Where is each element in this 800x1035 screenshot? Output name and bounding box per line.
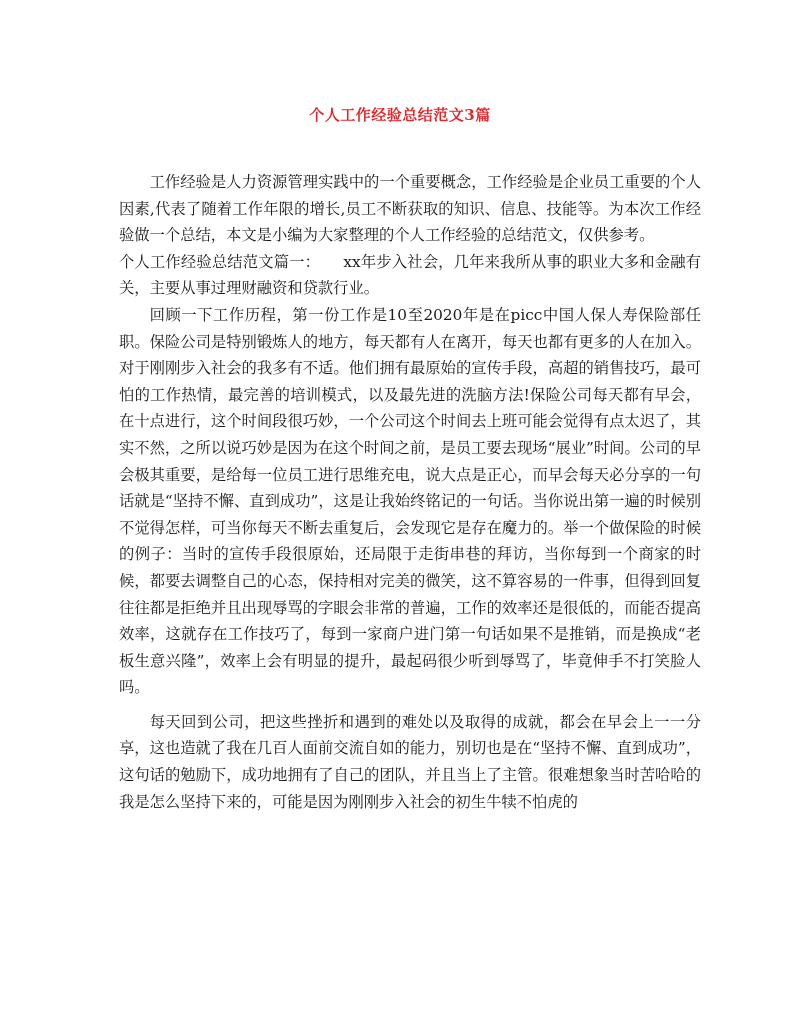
document-body bbox=[119, 169, 701, 815]
work-history-paragraph: 回顾一下工作历程，第一份工作是10至2020年是在picc中国人保人寿保险部任职。保险公司是特别锻炼人的地方，每天都有人在离开，每天也都有更多的人在加入。对于刚刚步入社会的我多有不适。他们拥有最原始的宣传手段，高超的销售技巧，最可怕的工作热情，最完善的培训模式，以及最先进的洗脑方法!保险公司每天都有早会，在十点进行，这个时间段很巧妙，一个公司这个时间去上班可能会觉得有点太迟了，其实不然，之所以说巧妙是因为在这个时间之前，是员工要去现场“展业”时间。公司的早会极其重要，是给每一位员工进行思维充电，说大点是正心，而早会每天必分享的一句话就是“坚持不懈、直到成功”，这是让我始终铭记的一句话。当你说出第一遍的时候别不觉得怎样，可当你每天不断去重复后，会发现它是存在魔力的。举一个做保险的时候的例子：当时的宣传手段很原始，还局限于走街串巷的拜访，当你每到一个商家的时候，都要去调整自己的心态，保持相对完美的微笑，这不算容易的一件事，但得到回复往往都是拒绝并且出现辱骂的字眼会非常的普遍，工作的效率还是很低的，而能否提高效率，这就存在工作技巧了，每到一家商户进门第一句话如果不是推销，而是换成“老板生意兴隆”，效率上会有明显的提升，最起码很少听到辱骂了，毕竟伸手不打笑脸人吗。 bbox=[119, 305, 701, 697]
intro-paragraph: 工作经验是人力资源管理实践中的一个重要概念，工作经验是企业员工重要的个人因素,代表了随着工作年限的增长,员工不断获取的知识、信息、技能等。为本次工作经验做一个总结，本文是小编为大家整理的个人工作经验的总结范文，仅供参考。 bbox=[119, 173, 701, 245]
section-one-paragraph: 个人工作经验总结范文篇一： xx年步入社会，几年来我所从事的职业大多和金融有关，主要从事过理财融资和贷款行业。 bbox=[119, 252, 701, 298]
document-title: 个人工作经验总结范文3篇 bbox=[309, 106, 491, 124]
daily-sharing-paragraph: 每天回到公司，把这些挫折和遇到的难处以及取得的成就，都会在早会上一一分享，这也造就了我在几百人面前交流自如的能力，别切也是在“坚持不懈、直到成功”，这句话的勉励下，成功地拥有了自己的团队，并且当上了主管。很难想象当时苦哈哈的我是怎么坚持下来的，可能是因为刚刚步入社会的初生牛犊不怕虎的 bbox=[119, 712, 701, 811]
